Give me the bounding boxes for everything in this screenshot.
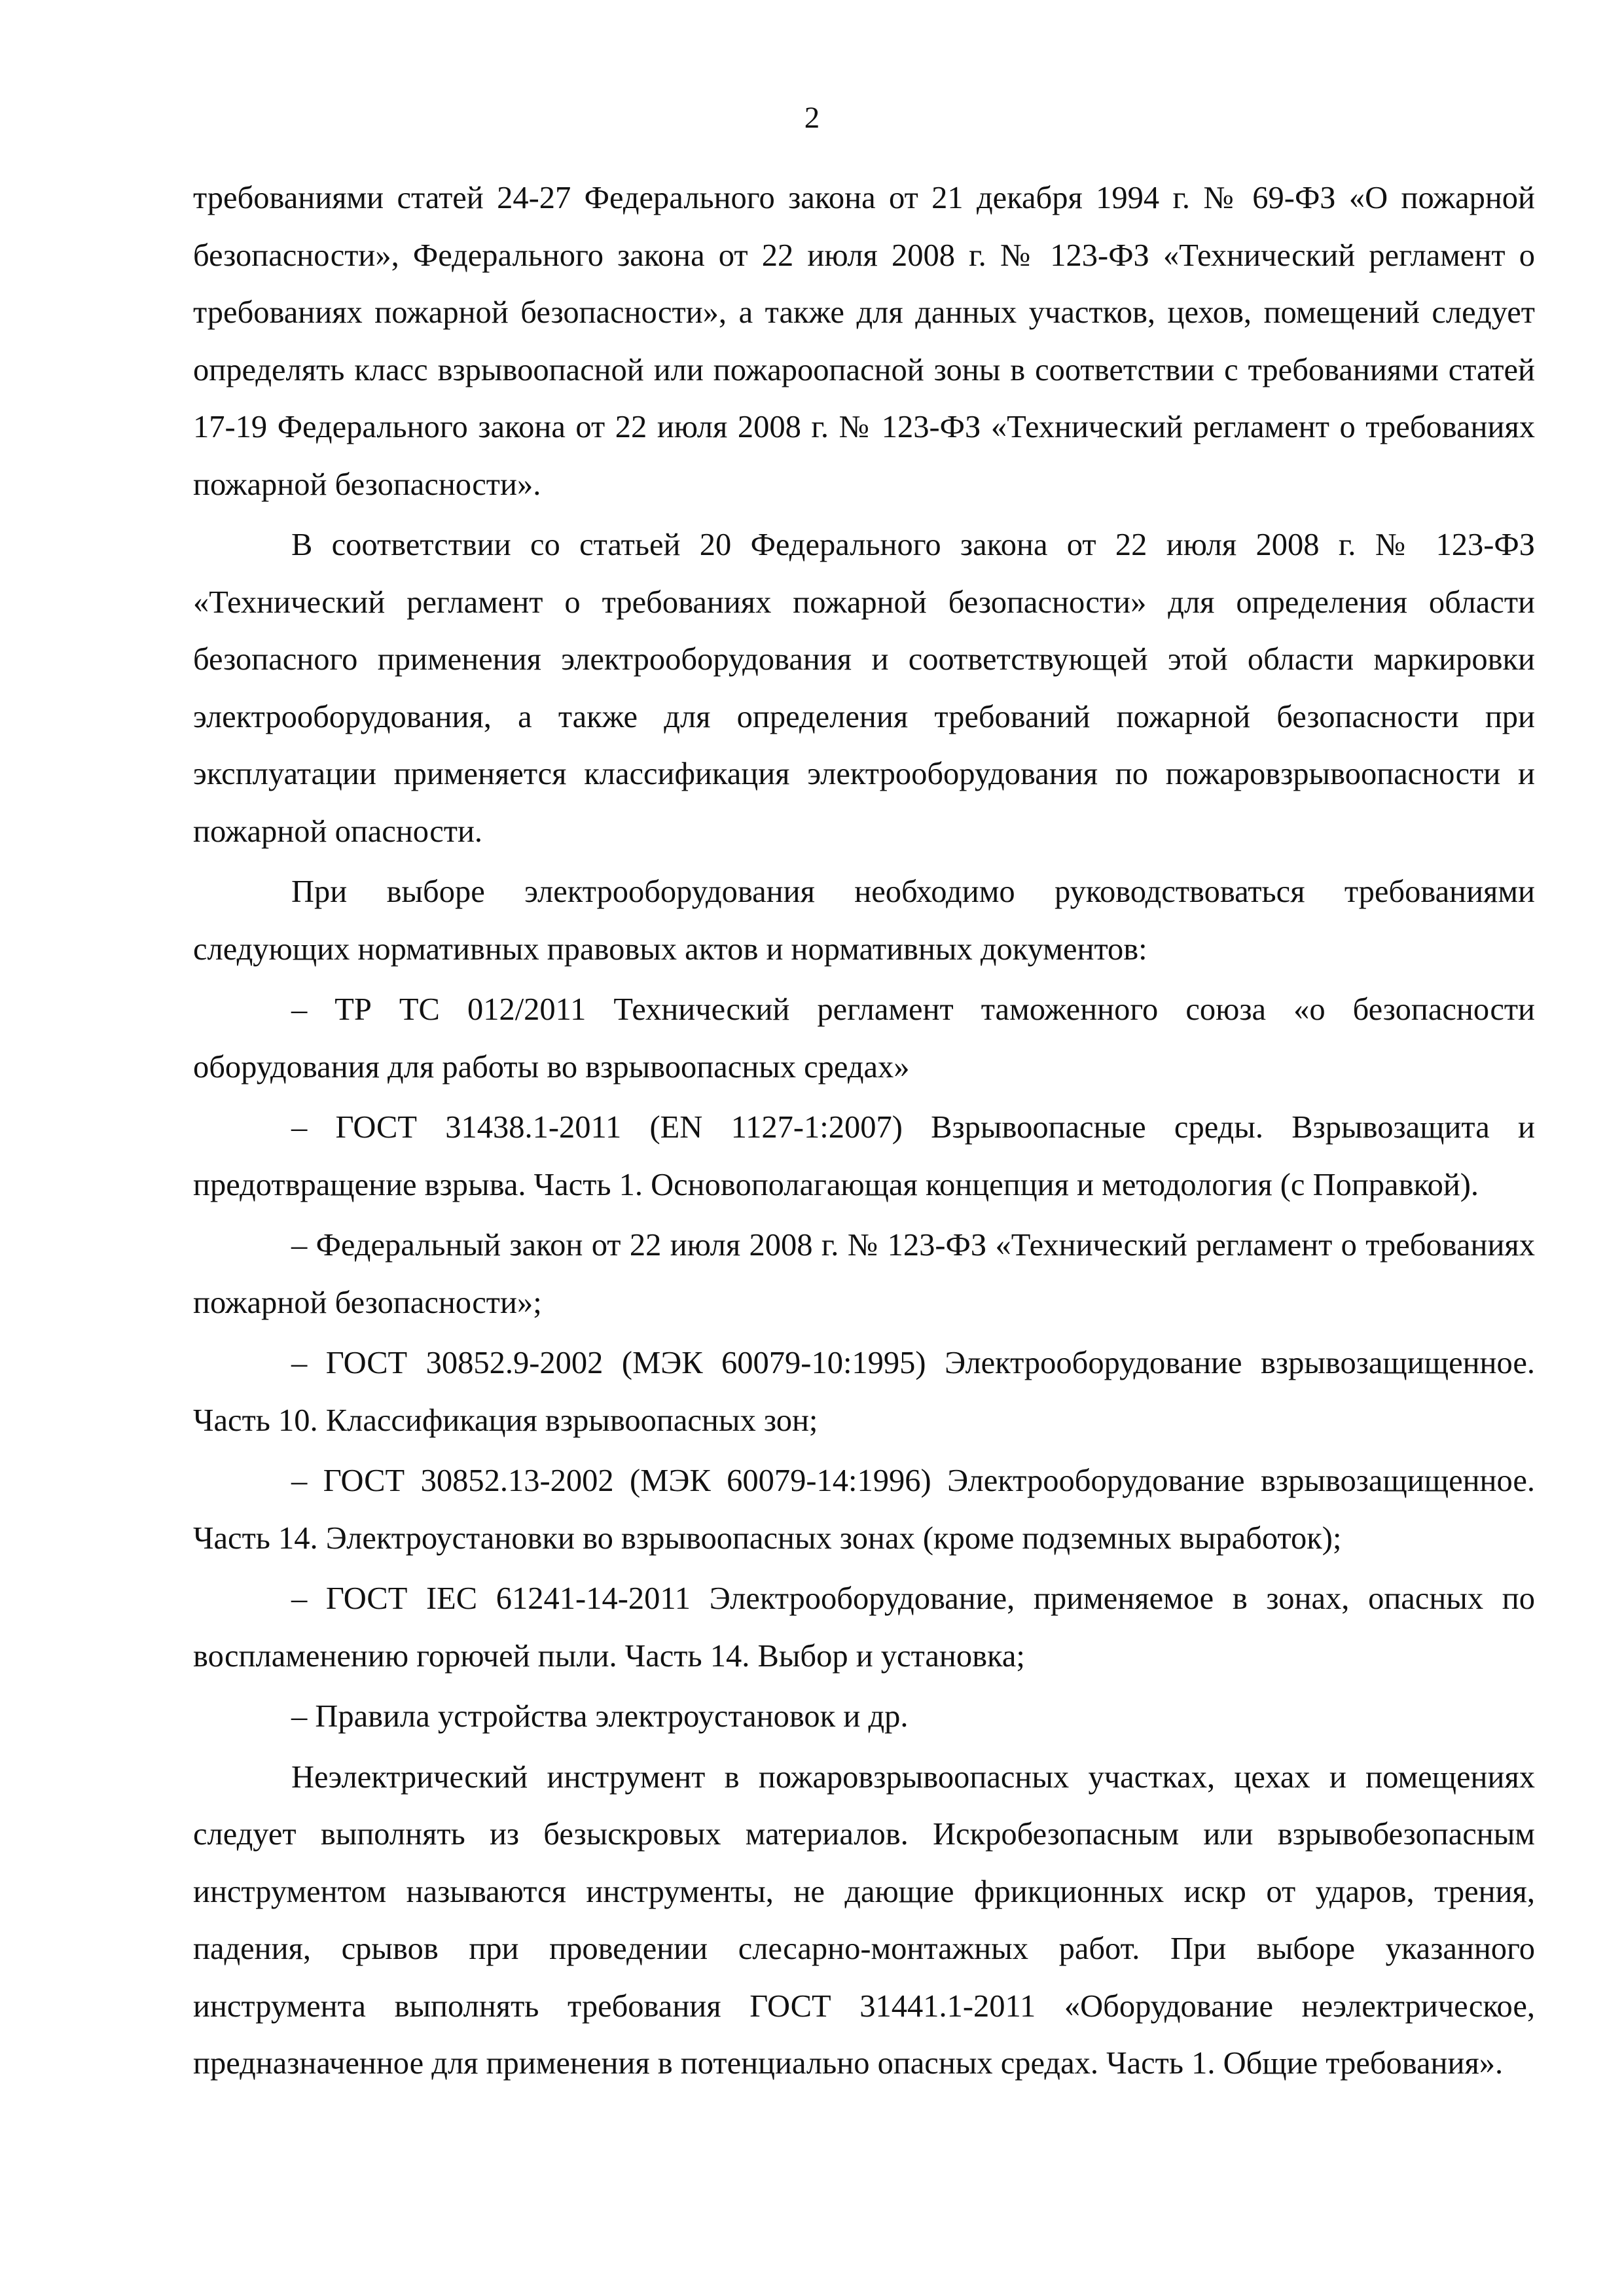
paragraph-fire-safety-requirements: требованиями статей 24-27 Федерального закона от 21 декабря 1994 г. № 69-ФЗ «О пожарной безопасности», Федерального закона от 22 июля 2008 г. № 123-ФЗ «Технический регламент о требованиях пожарной безопасности», а также для данных участков, цехов, помещений следует определять класс взрывоопасной или пожароопасной зоны в соответствии с требованиями статей 17-19 Федерального закона от 22 июля 2008 г. № 123-ФЗ «Технический регламент о требованиях пожарной безопасности». [193,181,1535,502]
document-body [193,170,1535,2096]
list-item-gost-30852-9: – ГОСТ 30852.9-2002 (МЭК 60079-10:1995) Электрооборудование взрывозащищенное. Часть 10. Классификация взрывоопасных зон; [193,1346,1535,1438]
list-item-gost-31438: – ГОСТ 31438.1-2011 (EN 1127-1:2007) Взрывоопасные среды. Взрывозащита и предотвращение взрыва. Часть 1. Основополагающая концепция и методология (с Поправкой). [193,1110,1535,1202]
list-item-electrical-installation-rules: – Правила устройства электроустановок и др. [291,1699,909,1734]
paragraph-non-electrical-tools: Неэлектрический инструмент в пожаровзрывоопасных участках, цехах и помещениях следует выполнять из безыскровых материалов. Искробезопасным или взрывобезопасным инструментом называются инструменты, не дающие фрикционных искр от ударов, трения, падения, срывов при проведении слесарно-монтажных работ. При выборе указанного инструмента выполнять требования ГОСТ 31441.1-2011 «Оборудование неэлектрическое, предназначенное для применения в потенциально опасных средах. Часть 1. Общие требования». [193,1759,1535,2081]
paragraph-electrical-classification: В соответствии со статьей 20 Федерального закона от 22 июля 2008 г. № 123-ФЗ «Технический регламент о требованиях пожарной безопасности» для определения области безопасного применения электрооборудования и соответствующей этой области маркировки электрооборудования, а также для определения требований пожарной безопасности при эксплуатации применяется классификация электрооборудования по пожаровзрывоопасности и пожарной опасности. [193,528,1535,849]
list-item-gost-30852-13: – ГОСТ 30852.13-2002 (МЭК 60079-14:1996) Электрооборудование взрывозащищенное. Часть 14. Электроустановки во взрывоопасных зонах (кроме подземных выработок); [193,1463,1535,1556]
page-number: 2 [804,101,820,135]
list-item-gost-iec-61241: – ГОСТ IEC 61241-14-2011 Электрооборудование, применяемое в зонах, опасных по воспламенению горючей пыли. Часть 14. Выбор и установка; [193,1581,1535,1674]
paragraph-equipment-selection-intro: При выборе электрооборудования необходимо руководствоваться требованиями следующих нормативных правовых актов и нормативных документов: [193,874,1535,967]
list-item-tr-ts-012: – ТР ТС 012/2011 Технический регламент таможенного союза «о безопасности оборудования для работы во взрывоопасных средах» [193,992,1535,1085]
list-item-federal-law-123: – Федеральный закон от 22 июля 2008 г. № 123-ФЗ «Технический регламент о требованиях пожарной безопасности»; [193,1228,1535,1320]
